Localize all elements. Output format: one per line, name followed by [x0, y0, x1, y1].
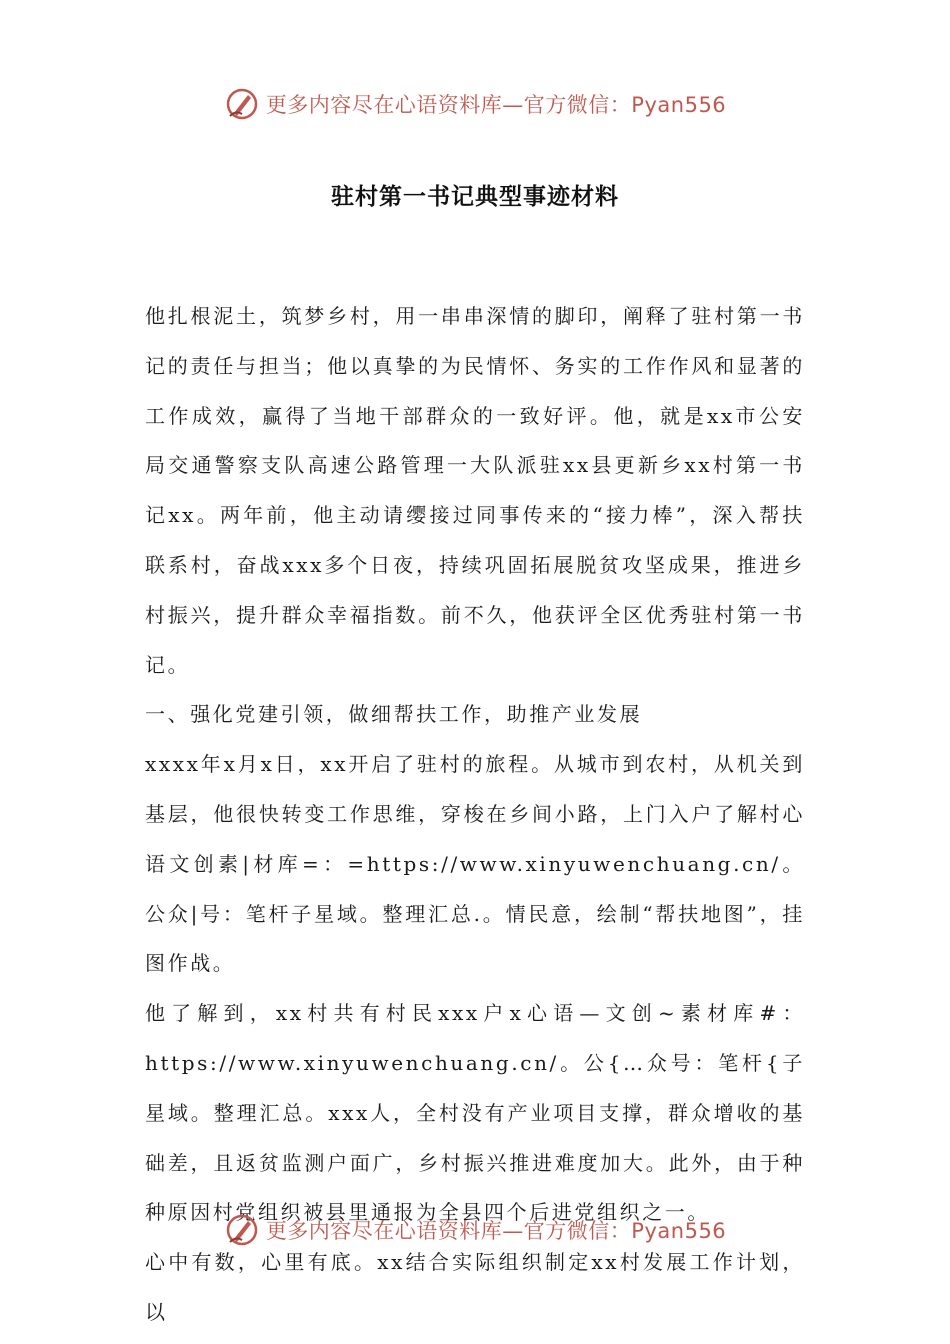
paragraph: xxxx年x月x日，xx开启了驻村的旅程。从城市到农村，从机关到基层，他很快转变工作思维，穿梭在乡间小路，上门入户了解村心语文创素|材库=：=https://www.xinyuwenchuang.cn/。公众|号：笔杆子星域。整理汇总.。情民意，绘制“帮扶地图”，挂图作战。 — [145, 752, 805, 976]
pen-logo-icon — [224, 86, 260, 122]
header-banner — [0, 79, 950, 129]
section-heading: 一、强化党建引领，做细帮扶工作，助推产业发展 — [145, 702, 643, 727]
document-title: 驻村第一书记典型事迹材料 — [331, 184, 619, 210]
paragraph: 心中有数，心里有底。xx结合实际组织制定xx村发展工作计划，以 — [145, 1250, 805, 1324]
banner-text: 更多内容尽在心语资料库—官方微信：Pyan556 — [265, 1219, 727, 1243]
paragraph: 他扎根泥土，筑梦乡村，用一串串深情的脚印，阐释了驻村第一书记的责任与担当；他以真挚的为民情怀、务实的工作作风和显著的工作成效，赢得了当地干部群众的一致好评。他，就是xx市公安局交通警察支队高速公路管理一大队派驻xx县更新乡xx村第一书记xx。两年前，他主动请缨接过同事传来的“接力棒”，深入帮扶联系村，奋战xxx多个日夜，持续巩固拓展脱贫攻坚成果，推进乡村振兴，提升群众幸福指数。前不久，他获评全区优秀驻村第一书记。 — [145, 304, 805, 677]
pen-logo-icon — [224, 1212, 260, 1248]
paragraph: 他了解到，xx村共有村民xxx户x心语—文创~素材库#：https://www.xinyuwenchuang.cn/。公{…众号：笔杆{子星域。整理汇总。xxx人，全村没有产业项目支撑，群众增收的基础差，且返贫监测户面广，乡村振兴推进难度加大。此外，由于种种原因村党组织被县里通报为全县四个后进党组织之一。 — [145, 1001, 805, 1225]
document-body — [145, 292, 805, 1338]
banner-text: 更多内容尽在心语资料库—官方微信：Pyan556 — [265, 93, 727, 117]
footer-banner — [0, 1205, 950, 1255]
